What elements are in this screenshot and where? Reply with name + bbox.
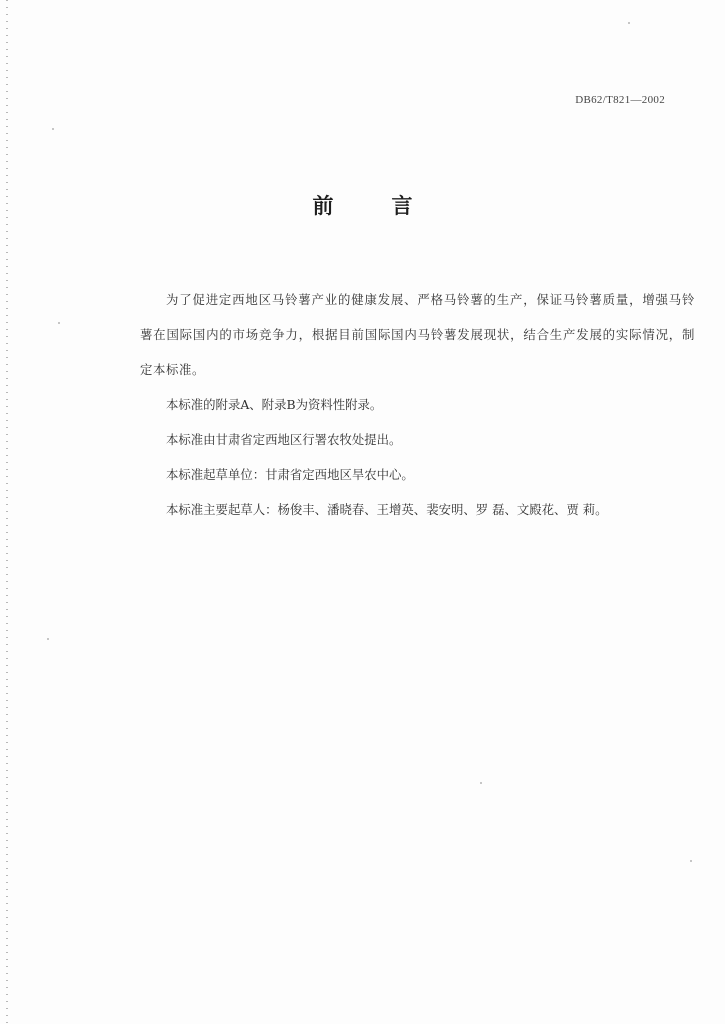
paragraph-drafters: 本标准主要起草人：杨俊丰、潘晓春、王增英、裴安明、罗 磊、文殿花、贾 莉。 — [166, 502, 608, 517]
scan-speck — [690, 860, 692, 862]
foreword-body — [140, 282, 695, 527]
scan-speck — [47, 638, 49, 640]
paragraph-drafting-unit: 本标准起草单位：甘肃省定西地区旱农中心。 — [166, 467, 414, 482]
scan-speck — [52, 128, 54, 130]
scan-edge-marks — [6, 0, 8, 1024]
paragraph-proposer: 本标准由甘肃省定西地区行署农牧处提出。 — [166, 432, 402, 447]
page-title: 前言 — [312, 193, 471, 218]
scan-speck — [628, 22, 630, 24]
document-number: DB62/T821—2002 — [575, 94, 665, 106]
scan-speck — [480, 782, 482, 784]
paragraph-purpose: 为了促进定西地区马铃薯产业的健康发展、严格马铃薯的生产，保证马铃薯质量，增强马铃薯在国际国内的市场竞争力，根据目前国际国内马铃薯发展现状，结合生产发展的实际情况，制定本标准。 — [140, 292, 695, 377]
paragraph-appendix: 本标准的附录A、附录B为资料性附录。 — [166, 397, 383, 412]
scan-speck — [58, 322, 60, 324]
